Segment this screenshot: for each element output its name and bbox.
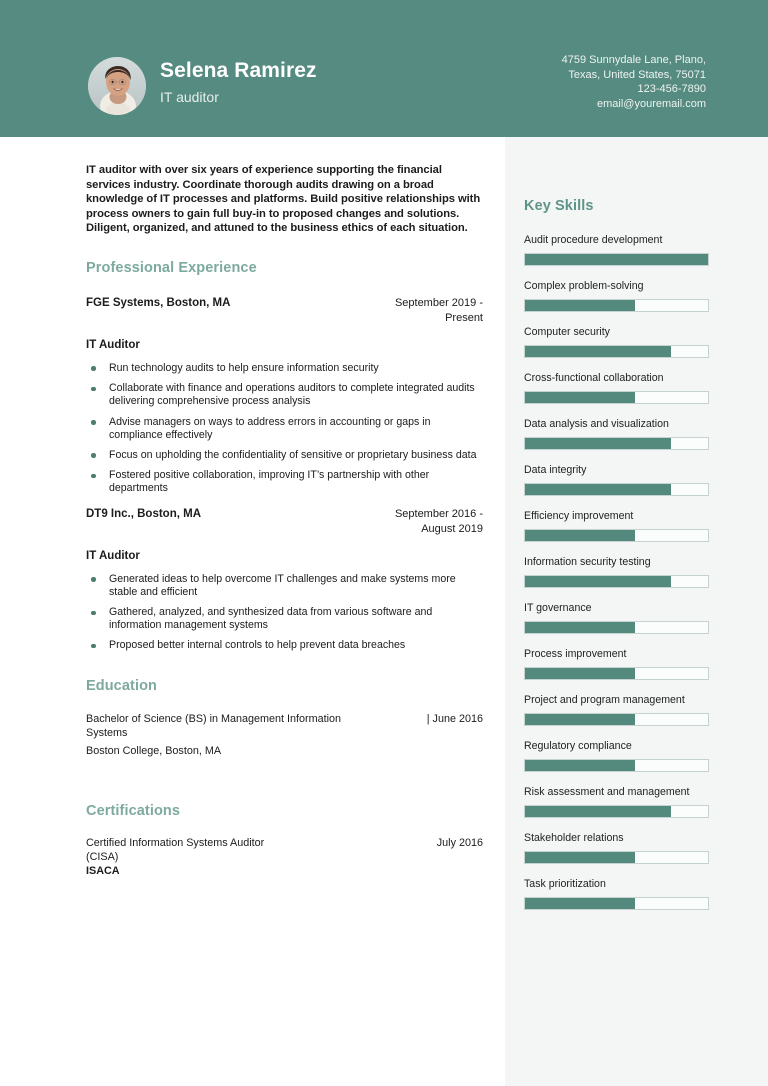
skill-item [524,602,724,634]
skill-item [524,234,724,266]
skill-label: Regulatory compliance [524,740,632,752]
section-education [86,678,483,758]
skill-level-fill [525,530,635,541]
main-column [86,163,483,878]
skill-label: Project and program management [524,694,685,706]
skill-level-fill [525,484,671,495]
experience-dates: September 2019 - Present [394,296,483,324]
experience-bullet-list [86,573,483,653]
profile-photo-icon [88,57,146,115]
certification-date: July 2016 [436,836,483,849]
certification-item [86,836,483,864]
candidate-name: Selena Ramirez [160,59,317,82]
skill-item [524,556,724,588]
contact-address-line1: 4759 Sunnydale Lane, Plano, [561,54,706,66]
contact-email: email@youremail.com [597,97,706,110]
section-title-education: Education [86,677,157,694]
skill-item [524,418,724,450]
certification-name: Certified Information Systems Auditor (CISA) [86,836,265,863]
skill-level-bar [524,621,709,634]
skill-label: Data analysis and visualization [524,418,669,430]
professional-summary: IT auditor with over six years of experience supporting the financial services industry. Coordinate thorough audits drawing on a broad knowledge of IT processes and platforms. Build positive relationships with process owners to gain full buy-in to proposed changes and solutions. Diligent, organized, and attuned to the business ethics of each situation. [86,164,481,235]
skill-level-bar [524,299,709,312]
skill-level-bar [524,253,709,266]
skill-level-fill [525,300,635,311]
experience-company: FGE Systems, Boston, MA [86,296,231,309]
skill-item [524,694,724,726]
skill-level-bar [524,529,709,542]
skill-label: Task prioritization [524,878,606,890]
section-title-key-skills: Key Skills [524,198,594,214]
list-item: Fostered positive collaboration, improving IT’s partnership with other departments [86,469,483,495]
skill-label: Computer security [524,326,610,338]
skill-level-bar [524,897,709,910]
skill-level-bar [524,575,709,588]
skill-label: Complex problem-solving [524,280,644,292]
skill-level-bar [524,483,709,496]
skill-level-fill [525,806,671,817]
list-item: Focus on upholding the confidentiality of sensitive or proprietary business data [86,449,483,462]
skill-level-fill [525,714,635,725]
experience-item [86,296,483,496]
skill-level-bar [524,713,709,726]
skill-level-fill [525,392,635,403]
list-item: Advise managers on ways to address errors in accounting or gaps in compliance effectively [86,416,483,442]
list-item: Run technology audits to help ensure information security [86,362,483,375]
key-skills-panel [524,198,724,924]
experience-bullet-list [86,362,483,496]
experience-header [86,296,483,326]
skill-level-fill [525,852,635,863]
skill-level-fill [525,898,635,909]
skill-label: Data integrity [524,464,587,476]
education-item [86,712,483,740]
skill-item [524,464,724,496]
skill-level-bar [524,851,709,864]
contact-address-line2: Texas, United States, 75071 [568,68,706,81]
experience-company: DT9 Inc., Boston, MA [86,507,201,520]
skill-item [524,740,724,772]
list-item: Collaborate with finance and operations auditors to complete integrated audits delivering comprehensive process analysis [86,382,483,408]
candidate-job-title: IT auditor [160,89,219,105]
skill-level-bar [524,437,709,450]
section-title-experience: Professional Experience [86,259,257,276]
experience-dates: September 2016 - August 2019 [394,507,483,535]
contact-phone: 123-456-7890 [637,83,706,95]
skill-label: Risk assessment and management [524,786,690,798]
skill-level-bar [524,391,709,404]
list-item: Gathered, analyzed, and synthesized data from various software and information management systems [86,606,483,632]
education-date: | June 2016 [426,712,483,725]
list-item: Generated ideas to help overcome IT challenges and make systems more stable and efficient [86,573,483,599]
skill-level-fill [525,438,671,449]
skill-level-fill [525,576,671,587]
skill-level-bar [524,759,709,772]
skill-label: Process improvement [524,648,627,660]
skill-label: Efficiency improvement [524,510,634,522]
section-professional-experience [86,260,483,653]
experience-role: IT Auditor [86,338,140,351]
experience-header [86,507,483,537]
education-degree: Bachelor of Science (BS) in Management Information Systems [86,712,342,739]
skill-level-bar [524,345,709,358]
skill-level-fill [525,254,708,265]
skill-item [524,372,724,404]
skill-level-fill [525,668,635,679]
skill-item [524,878,724,910]
list-item: Proposed better internal controls to help prevent data breaches [86,639,483,652]
section-certifications [86,803,483,878]
skill-label: Cross-functional collaboration [524,372,664,384]
skill-level-bar [524,667,709,680]
skill-item [524,326,724,358]
experience-item [86,507,483,653]
experience-role: IT Auditor [86,549,140,562]
skill-level-fill [525,622,635,633]
section-title-certifications: Certifications [86,802,181,819]
contact-info [562,53,706,111]
certification-issuer: ISACA [86,864,120,877]
skill-label: Stakeholder relations [524,832,624,844]
resume-header [0,0,768,137]
name-block [160,58,317,107]
skill-item [524,786,724,818]
skill-label: Information security testing [524,556,651,568]
skill-level-fill [525,346,671,357]
education-school: Boston College, Boston, MA [86,744,222,757]
skill-label: Audit procedure development [524,234,663,246]
skill-item [524,510,724,542]
skill-level-fill [525,760,635,771]
avatar [88,57,146,115]
skill-level-bar [524,805,709,818]
skill-item [524,832,724,864]
skill-item [524,280,724,312]
skill-item [524,648,724,680]
skills-list [524,234,724,910]
skill-label: IT governance [524,602,592,614]
